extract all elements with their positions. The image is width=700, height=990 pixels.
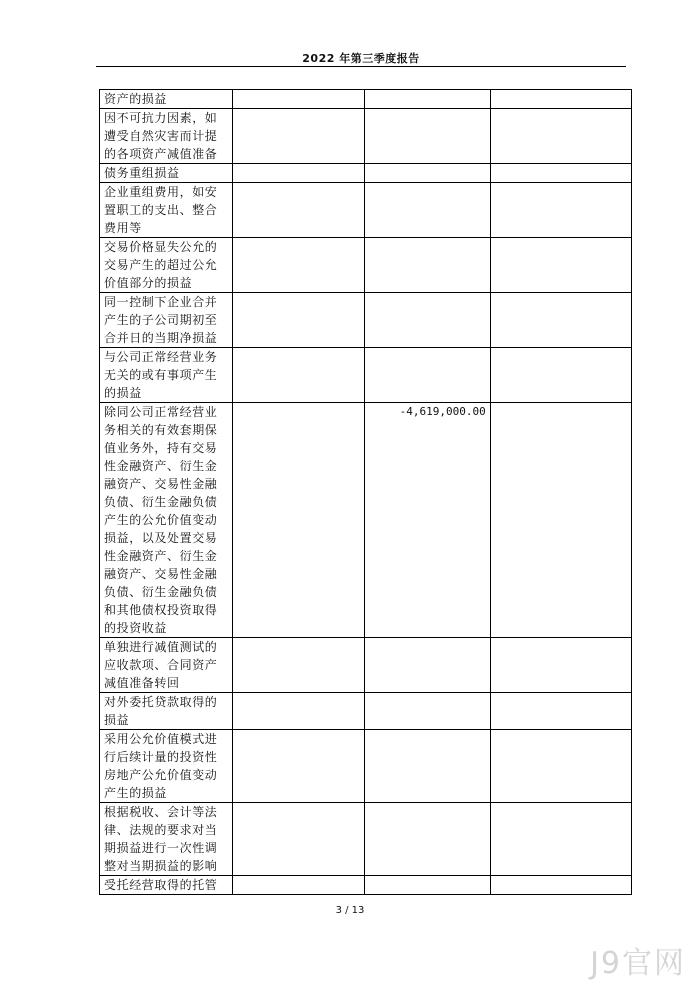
value-cell [233,109,365,164]
item-cell: 交易价格显失公允的交易产生的超过公允价值部分的损益 [100,238,233,293]
amount-cell [365,730,490,803]
item-cell: 与公司正常经营业务无关的或有事项产生的损益 [100,348,233,403]
value-cell [490,90,631,109]
value-cell [233,90,365,109]
amount-cell [365,348,490,403]
value-cell [233,876,365,895]
amount-cell [365,90,490,109]
value-cell [490,238,631,293]
page-number: 3 / 13 [335,905,365,916]
value-cell [490,293,631,348]
table-row [100,638,632,693]
amount-cell [365,164,490,183]
report-header-title: 2022 年第三季度报告 [302,52,420,65]
value-cell [233,403,365,638]
value-cell [490,183,631,238]
value-cell [233,293,365,348]
value-cell [233,730,365,803]
value-cell [490,638,631,693]
amount-cell: -4,619,000.00 [365,403,490,638]
item-cell: 债务重组损益 [100,164,233,183]
value-cell [233,183,365,238]
amount-cell [365,293,490,348]
value-cell [490,403,631,638]
amount-cell [365,638,490,693]
amount-cell [365,876,490,895]
table-row [100,403,632,638]
table-row [100,730,632,803]
value-cell [233,803,365,876]
value-cell [233,164,365,183]
value-cell [490,803,631,876]
table-row [100,90,632,109]
value-cell [233,638,365,693]
table-row [100,109,632,164]
amount-cell [365,693,490,730]
item-cell: 因不可抗力因素，如遭受自然灾害而计提的各项资产减值准备 [100,109,233,164]
value-cell [490,164,631,183]
watermark-logo: J9官网 [590,946,686,981]
value-cell [490,876,631,895]
item-cell: 单独进行减值测试的应收款项、合同资产减值准备转回 [100,638,233,693]
table-row [100,164,632,183]
item-cell: 企业重组费用，如安置职工的支出、整合费用等 [100,183,233,238]
amount-cell [365,803,490,876]
item-cell: 根据税收、会计等法律、法规的要求对当期损益进行一次性调整对当期损益的影响 [100,803,233,876]
value-cell [490,348,631,403]
value-cell [490,730,631,803]
table-row [100,183,632,238]
table-row [100,348,632,403]
value-cell [490,109,631,164]
table-row [100,693,632,730]
value-cell [233,238,365,293]
item-cell: 资产的损益 [100,90,233,109]
item-cell: 除同公司正常经营业务相关的有效套期保值业务外，持有交易性金融资产、衍生金融资产、交易性金融负债、衍生金融负债产生的公允价值变动损益，以及处置交易性金融资产、衍生金融资产、交易性金融负债、衍生金融负债和其他债权投资取得的投资收益 [100,403,233,638]
table-row [100,876,632,895]
header-divider [96,66,626,67]
value-cell [233,693,365,730]
item-cell: 同一控制下企业合并产生的子公司期初至合并日的当期净损益 [100,293,233,348]
value-cell [233,348,365,403]
item-cell: 对外委托贷款取得的损益 [100,693,233,730]
item-cell: 采用公允价值模式进行后续计量的投资性房地产公允价值变动产生的损益 [100,730,233,803]
non-recurring-gains-losses-table [99,89,632,895]
table-row [100,293,632,348]
item-cell: 受托经营取得的托管 [100,876,233,895]
value-cell [490,693,631,730]
amount-cell [365,183,490,238]
table-row [100,803,632,876]
amount-cell [365,109,490,164]
table-row [100,238,632,293]
amount-cell [365,238,490,293]
